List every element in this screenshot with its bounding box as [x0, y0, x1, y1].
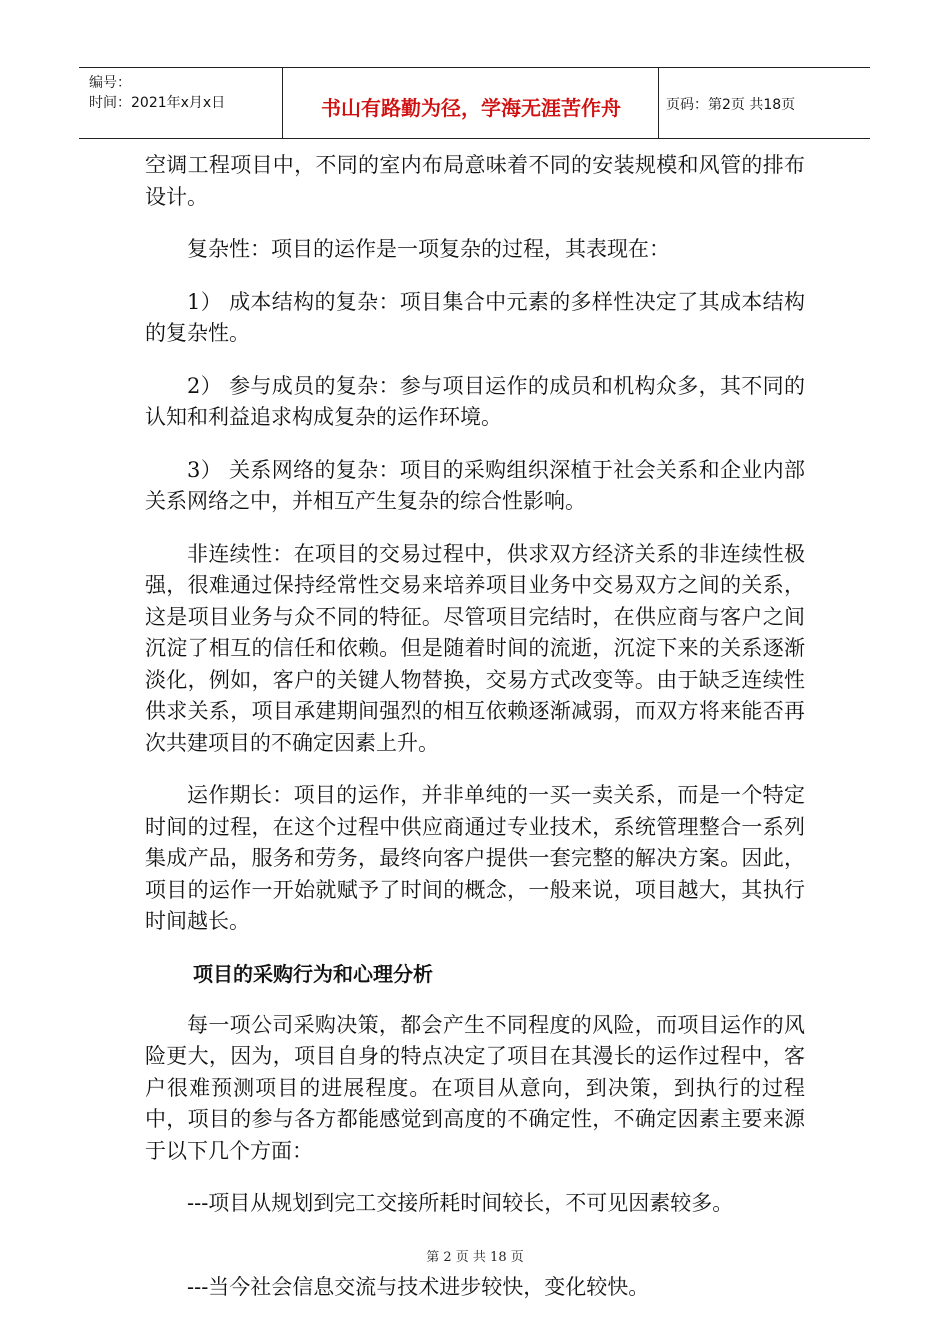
time-label: 时间：2021年x月x日 [89, 95, 226, 111]
header-page-cell [660, 68, 870, 138]
document-header [79, 67, 870, 139]
paragraph: 1） 成本结构的复杂：项目集合中元素的多样性决定了其成本结构的复杂性。 [145, 289, 805, 345]
paragraph: 空调工程项目中，不同的室内布局意味着不同的安装规模和风管的排布设计。 [145, 153, 805, 209]
section-heading: 项目的采购行为和心理分析 [193, 961, 433, 986]
header-info-cell [79, 68, 283, 138]
paragraph: 非连续性：在项目的交易过程中，供求双方经济关系的非连续性极强，很难通过保持经常性交易来培养项目业务中交易双方之间的关系，这是项目业务与众不同的特征。尽管项目完结时，在供应商与客户之间沉淀了相互的信任和依赖。但是随着时间的流逝，沉淀下来的关系逐渐淡化，例如，客户的关键人物替换，交易方式改变等。由于缺乏连续性供求关系，项目承建期间强烈的相互依赖逐渐减弱，而双方将来能否再次共建项目的不确定因素上升。 [145, 541, 805, 755]
paragraph: 每一项公司采购决策，都会产生不同程度的风险，而项目运作的风险更大，因为，项目自身的特点决定了项目在其漫长的运作过程中，客户很难预测项目的进展程度。在项目从意向，到决策，到执行的过程中，项目的参与各方都能感觉到高度的不确定性，不确定因素主要来源于以下几个方面： [145, 1012, 805, 1163]
header-motto: 书山有路勤为径，学海无涯苦作舟 [321, 96, 621, 120]
document-body [145, 150, 805, 1324]
paragraph: 2） 参与成员的复杂：参与项目运作的成员和机构众多，其不同的认知和利益追求构成复杂的运作环境。 [145, 373, 805, 429]
paragraph: 运作期长：项目的运作，并非单纯的一买一卖关系，而是一个特定时间的过程，在这个过程中供应商通过专业技术，系统管理整合一系列集成产品，服务和劳务，最终向客户提供一套完整的解决方案。因此，项目的运作一开始就赋予了时间的概念，一般来说，项目越大，其执行时间越长。 [145, 783, 805, 933]
number-label: 编号： [89, 75, 131, 91]
paragraph: 3） 关系网络的复杂：项目的采购组织深植于社会关系和企业内部关系网络之中，并相互产生复杂的综合性影响。 [145, 457, 805, 513]
list-item: ---项目从规划到完工交接所耗时间较长，不可见因素较多。 [187, 1191, 734, 1215]
paragraph: 复杂性：项目的运作是一项复杂的过程，其表现在： [187, 237, 670, 261]
page-footer: 第 2 页 共 18 页 [426, 1250, 524, 1265]
list-item: ---当今社会信息交流与技术进步较快，变化较快。 [187, 1274, 650, 1299]
header-motto-cell [284, 68, 659, 138]
page-code: 页码：第2页 共18页 [666, 97, 796, 113]
